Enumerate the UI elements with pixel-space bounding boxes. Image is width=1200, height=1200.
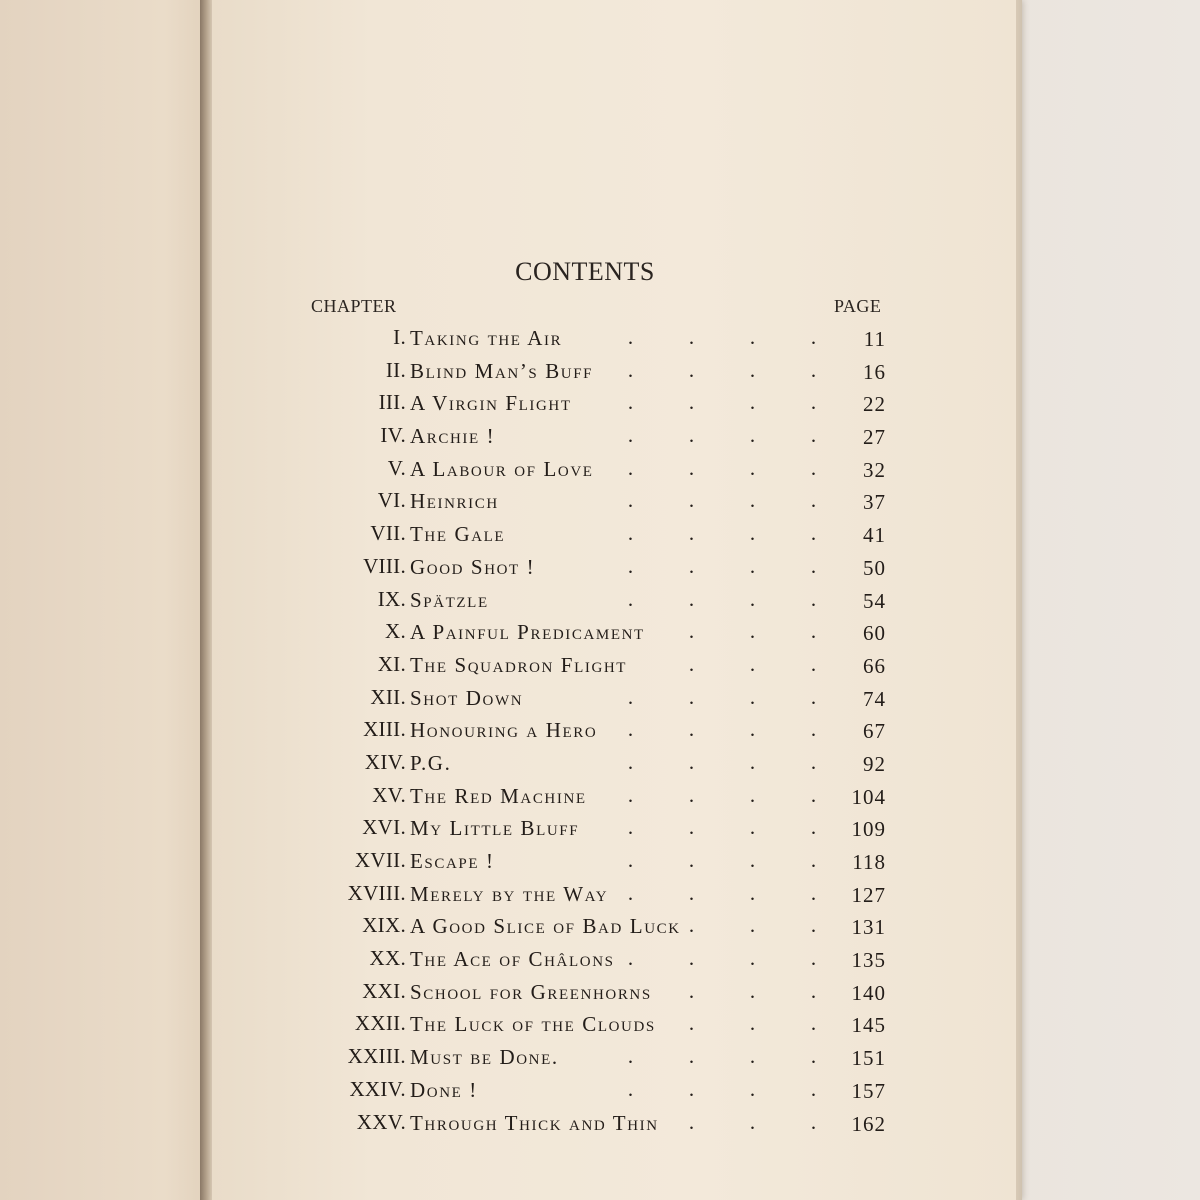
chapter-number: XI. [377, 651, 406, 676]
page-title: CONTENTS [515, 257, 655, 286]
chapter-number: II. [385, 357, 406, 382]
chapter-column-header: CHAPTER [311, 296, 397, 316]
toc-row [0, 813, 1200, 846]
dot-leader: . . . . [627, 488, 817, 513]
dot-leader: . . . . [627, 390, 817, 415]
page-number: 67 [863, 719, 886, 744]
chapter-title: Shot Down [410, 685, 524, 710]
toc-row [0, 650, 1200, 683]
chapter-title: Escape ! [410, 849, 495, 873]
toc-row [0, 1075, 1200, 1108]
chapter-title: The Squadron Flight [410, 652, 628, 677]
chapter-number: XV. [372, 782, 406, 807]
chapter-number: X. [384, 619, 406, 644]
dot-leader: . . . . [627, 815, 817, 840]
chapter-title: Through Thick and Thin [410, 1110, 659, 1135]
toc-row [0, 683, 1200, 716]
toc-row [0, 781, 1200, 814]
chapter-title: Done ! [410, 1077, 478, 1102]
page-number: 74 [863, 686, 886, 711]
page-number: 16 [863, 359, 886, 384]
chapter-title: A Good Slice of Bad Luck [410, 914, 681, 939]
chapter-title: Spätzle [410, 587, 489, 612]
page-number: 66 [863, 653, 886, 678]
dot-leader: . . . . [627, 586, 817, 611]
toc-row [0, 1108, 1200, 1141]
page-number: 131 [851, 915, 886, 940]
dot-leader: . . . . [627, 423, 817, 448]
chapter-title: The Ace of Châlons [410, 947, 615, 972]
page-column-header: PAGE [834, 296, 882, 316]
chapter-number: XX. [369, 946, 406, 971]
chapter-title: Blind Man’s Buff [410, 358, 594, 383]
page-number: 27 [863, 425, 886, 450]
chapter-number: V. [387, 455, 406, 480]
chapter-number: XIX. [362, 913, 406, 938]
chapter-number: IV. [380, 423, 406, 448]
chapter-title: My Little Bluff [410, 816, 580, 841]
chapter-title: The Gale [410, 522, 506, 547]
chapter-title: A Virgin Flight [410, 391, 572, 416]
page-number: 127 [851, 882, 886, 907]
dot-leader: . . . [688, 1011, 817, 1036]
dot-leader: . . . . [627, 848, 817, 872]
page-number: 41 [863, 523, 886, 548]
page-number: 50 [863, 555, 886, 580]
chapter-number: XVI. [362, 815, 406, 840]
page-number: 60 [863, 621, 886, 646]
chapter-title: Good Shot ! [410, 554, 536, 579]
chapter-number: XVIII. [347, 880, 406, 905]
chapter-number: VIII. [363, 553, 406, 578]
chapter-number: XIV. [364, 749, 406, 774]
chapter-number: III. [378, 390, 406, 415]
chapter-number: XIII. [363, 717, 406, 742]
dot-leader: . . . . [627, 553, 817, 578]
chapter-title: Archie ! [410, 424, 496, 449]
page-number: 32 [863, 457, 886, 482]
page-number: 92 [863, 751, 886, 776]
page-number: 11 [863, 327, 886, 351]
toc-row [0, 911, 1200, 944]
dot-leader: . . . . [627, 717, 817, 742]
chapter-title: Merely by the Way [410, 881, 609, 906]
page-number: 37 [863, 490, 886, 515]
chapter-title: The Red Machine [410, 783, 587, 808]
toc-row [0, 617, 1200, 650]
toc-row [0, 1009, 1200, 1042]
dot-leader: . . . . [627, 782, 817, 807]
dot-leader: . . . . [627, 455, 817, 480]
chapter-title: Heinrich [410, 489, 499, 514]
page-number: 54 [863, 588, 886, 613]
dot-leader: . . . . [627, 521, 817, 546]
page-number: 104 [851, 784, 886, 809]
page-number: 135 [851, 948, 886, 973]
chapter-title: A Labour of Love [410, 456, 594, 481]
toc-row [0, 879, 1200, 912]
page-number: 140 [851, 980, 886, 1005]
toc-row [0, 388, 1200, 421]
dot-leader: . . . . [627, 1044, 817, 1069]
dot-leader: . . . . [627, 880, 817, 905]
toc-row [0, 1042, 1200, 1075]
chapter-number: VII. [370, 521, 406, 546]
toc-row [0, 454, 1200, 487]
table-of-contents [0, 323, 1200, 1140]
toc-row [0, 748, 1200, 781]
toc-row [0, 519, 1200, 552]
chapter-number: I. [393, 325, 406, 349]
toc-row [0, 944, 1200, 977]
toc-row [0, 715, 1200, 748]
chapter-title: Honouring a Hero [410, 718, 598, 743]
page-number: 162 [851, 1111, 886, 1136]
page-number: 151 [851, 1046, 886, 1071]
chapter-number: XXIII. [347, 1044, 406, 1069]
chapter-number: XXII. [354, 1011, 406, 1036]
toc-row [0, 486, 1200, 519]
toc-row [0, 585, 1200, 618]
dot-leader: . . . [688, 619, 817, 644]
chapter-number: VI. [377, 488, 406, 513]
dot-leader: . . . [688, 913, 817, 938]
chapter-number: XXV. [356, 1109, 406, 1134]
toc-row [0, 421, 1200, 454]
dot-leader: . . . . [627, 946, 817, 971]
chapter-title: A Painful Predicament [410, 620, 645, 645]
chapter-title: P.G. [410, 750, 452, 775]
dot-leader: . . . [688, 978, 817, 1003]
dot-leader: . . . . [627, 1076, 817, 1101]
page-number: 157 [851, 1078, 886, 1103]
page-number: 22 [863, 392, 886, 417]
page-number: 145 [851, 1013, 886, 1038]
chapter-title: School for Greenhorns [410, 979, 652, 1004]
dot-leader: . . . [688, 651, 817, 676]
toc-row [0, 356, 1200, 389]
chapter-number: IX. [377, 586, 406, 611]
dot-leader: . . . . [627, 684, 817, 709]
toc-row [0, 977, 1200, 1010]
chapter-title: The Luck of the Clouds [410, 1012, 656, 1037]
dot-leader: . . . . [627, 749, 817, 774]
dot-leader: . . . [688, 1109, 817, 1134]
toc-row [0, 323, 1200, 356]
toc-row [0, 846, 1200, 879]
chapter-number: XXI. [362, 978, 406, 1003]
toc-row [0, 552, 1200, 585]
chapter-number: XVII. [354, 848, 406, 872]
dot-leader: . . . . [627, 325, 817, 349]
chapter-title: Must be Done. [410, 1045, 559, 1070]
page-number: 109 [851, 817, 886, 842]
chapter-title: Taking the Air [410, 326, 563, 350]
chapter-number: XII. [370, 684, 406, 709]
page-number: 118 [852, 850, 886, 874]
dot-leader: . . . . [627, 357, 817, 382]
chapter-number: XXIV. [349, 1076, 406, 1101]
